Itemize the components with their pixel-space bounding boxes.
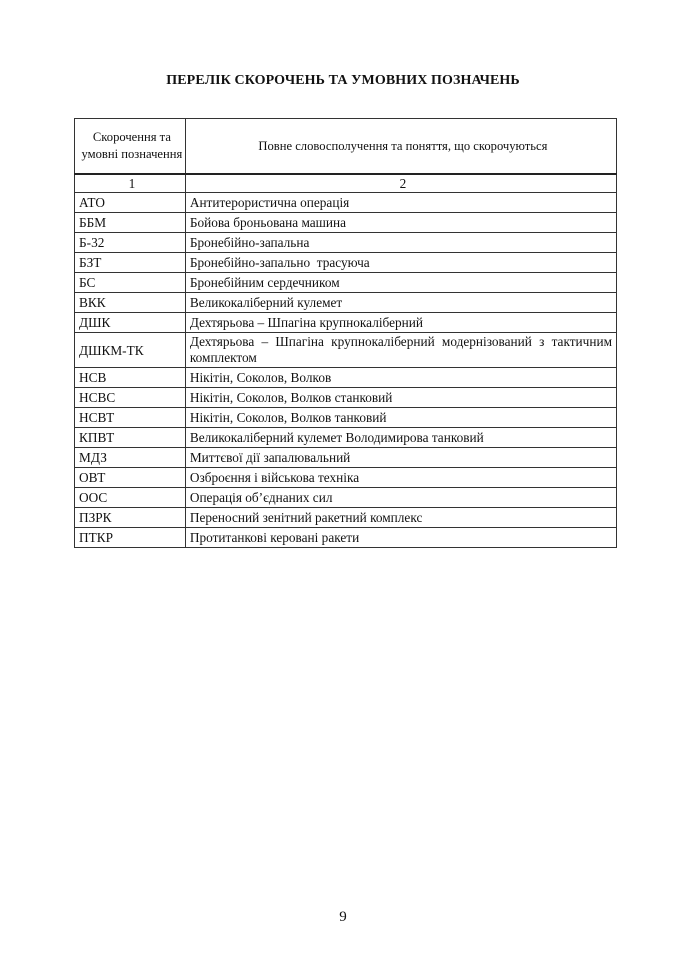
abbreviation-cell: НСВС [75, 388, 186, 408]
table-row [75, 293, 617, 313]
definition-cell: Великокаліберний кулемет [185, 293, 616, 313]
definition-cell: Бойова броньована машина [185, 213, 616, 233]
abbreviation-cell: ОВТ [75, 468, 186, 488]
definition-cell: Бронебійно-запальна [185, 233, 616, 253]
table-row [75, 428, 617, 448]
definition-cell: Озброєння і військова техніка [185, 468, 616, 488]
table-row [75, 253, 617, 273]
definition-cell: Нікітін, Соколов, Волков станковий [185, 388, 616, 408]
abbreviation-cell: НСВ [75, 368, 186, 388]
table-row [75, 273, 617, 293]
abbreviation-cell: БС [75, 273, 186, 293]
definition-cell: Нікітін, Соколов, Волков танковий [185, 408, 616, 428]
definition-cell: Переносний зенітний ракетний комплекс [185, 508, 616, 528]
definition-cell: Антитерористична операція [185, 193, 616, 213]
table-row [75, 388, 617, 408]
table-row [75, 313, 617, 333]
abbreviation-cell: ББМ [75, 213, 186, 233]
page-number: 9 [339, 909, 347, 925]
definition-cell: Протитанкові керовані ракети [185, 528, 616, 548]
page-title: ПЕРЕЛІК СКОРОЧЕНЬ ТА УМОВНИХ ПОЗНАЧЕНЬ [166, 73, 520, 88]
column-number: 2 [185, 174, 616, 193]
abbreviation-cell: ПЗРК [75, 508, 186, 528]
abbreviation-cell: ПТКР [75, 528, 186, 548]
abbreviation-cell: ДШКМ-ТК [75, 333, 186, 368]
abbreviation-cell: МДЗ [75, 448, 186, 468]
abbreviation-cell: БЗТ [75, 253, 186, 273]
table-row [75, 368, 617, 388]
definition-cell: Великокаліберний кулемет Володимирова танковий [185, 428, 616, 448]
abbreviation-cell: ООС [75, 488, 186, 508]
abbreviation-cell: КПВТ [75, 428, 186, 448]
abbreviation-cell: НСВТ [75, 408, 186, 428]
table-row [75, 508, 617, 528]
header-abbreviation: Скорочення та умовні позначення [75, 119, 186, 175]
abbreviation-cell: ВКК [75, 293, 186, 313]
definition-cell: Миттєвої дії запалювальний [185, 448, 616, 468]
table-row [75, 448, 617, 468]
definition-cell: Бронебійно-запально трасуюча [185, 253, 616, 273]
table-row [75, 193, 617, 213]
column-number-row [75, 174, 617, 193]
definition-cell: Бронебійним сердечником [185, 273, 616, 293]
abbreviations-table [74, 118, 617, 548]
column-number: 1 [75, 174, 186, 193]
table-header-row [75, 119, 617, 175]
definition-cell: Дехтярьова – Шпагіна крупнокаліберний модернізований з тактичним комплектом [185, 333, 616, 368]
table-row [75, 213, 617, 233]
table-row [75, 233, 617, 253]
table-row [75, 468, 617, 488]
abbreviation-cell: Б-32 [75, 233, 186, 253]
abbreviation-cell: ДШК [75, 313, 186, 333]
definition-cell: Дехтярьова – Шпагіна крупнокаліберний [185, 313, 616, 333]
abbreviation-cell: АТО [75, 193, 186, 213]
table-row [75, 528, 617, 548]
definition-cell: Нікітін, Соколов, Волков [185, 368, 616, 388]
header-full-term: Повне словосполучення та поняття, що скорочуються [185, 119, 616, 175]
definition-cell: Операція об’єднаних сил [185, 488, 616, 508]
table-row [75, 488, 617, 508]
table-row [75, 408, 617, 428]
table-row [75, 333, 617, 368]
